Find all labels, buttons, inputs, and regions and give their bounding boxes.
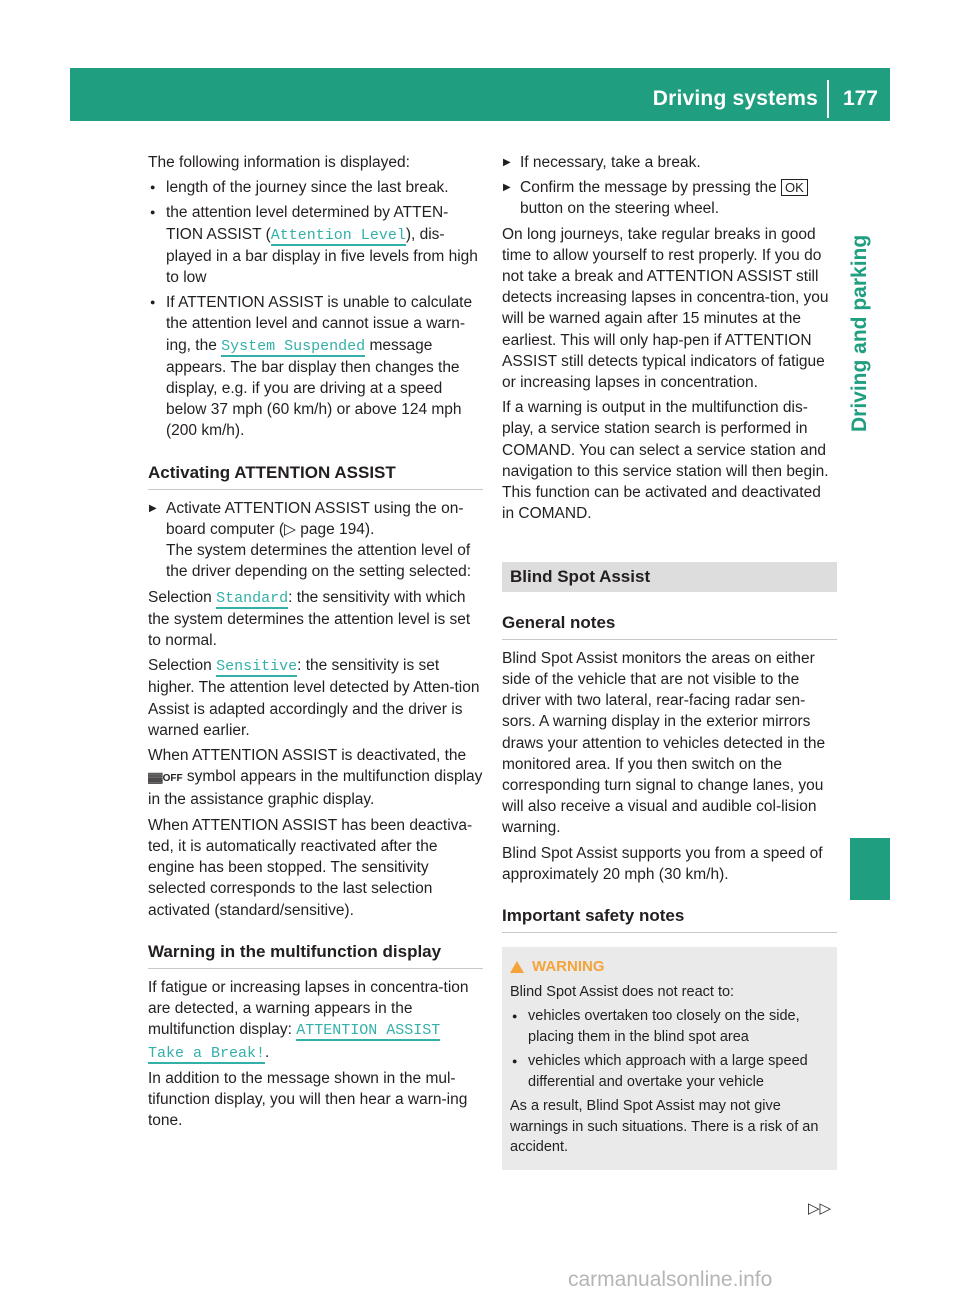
paragraph: If a warning is output in the multifunction dis-play, a service station search is performed in COMAND. You can select a service station and navigation to this service station will then begin. This function can be activated and deactivated in COMAND. bbox=[502, 399, 829, 523]
action-step: ▶ Confirm the message by pressing the OK button on the steering wheel. bbox=[502, 177, 837, 219]
action-step: ▶ Activate ATTENTION ASSIST using the on-board computer (▷ page 194). The system determines the attention level of the driver depending on the setting selected: bbox=[148, 498, 483, 583]
attention-off-icon: ▓▓OFF bbox=[148, 773, 183, 785]
display-message: Sensitive bbox=[216, 658, 298, 676]
header-bar bbox=[70, 68, 890, 121]
paragraph: When ATTENTION ASSIST is deactivated, the ▓▓OFF symbol appears in the multifunction display in the assistance graphic display. bbox=[148, 747, 483, 809]
right-column bbox=[502, 152, 837, 1170]
display-message: Attention Level bbox=[270, 226, 406, 244]
list-item: ● the attention level determined by ATTEN-TION ASSIST (Attention Level), dis-played in a bar display in five levels from high to low bbox=[148, 202, 483, 288]
list-item: ● If ATTENTION ASSIST is unable to calculate the attention level and cannot issue a warn-ing, the System Suspended message appears. The bar display then changes the display, e.g. if you are driving at a speed below 37 mph (60 km/h) or above 124 mph (200 km/h). bbox=[148, 292, 483, 441]
footer-watermark: carmanualsonline.info bbox=[568, 1268, 773, 1291]
warning-intro: Blind Spot Assist does not react to: bbox=[510, 983, 735, 1000]
paragraph: Selection Standard: the sensitivity with which the system determines the attention level is set to normal. bbox=[148, 588, 471, 650]
display-message: Standard bbox=[216, 589, 289, 607]
list-item: ● length of the journey since the last break. bbox=[148, 177, 483, 198]
list-item: ● vehicles which approach with a large speed differential and overtake your vehicle bbox=[510, 1051, 829, 1092]
warning-triangle-icon bbox=[510, 961, 524, 973]
paragraph: If fatigue or increasing lapses in concentra-tion are detected, a warning appears in the multifunction display: ATTENTION ASSIST Take a Break!. bbox=[148, 978, 469, 1062]
side-tab-marker bbox=[850, 838, 890, 900]
paragraph: Selection Sensitive: the sensitivity is set higher. The attention level detected by Atten-tion Assist is adapted accordingly and the driver is warned earlier. bbox=[148, 657, 480, 739]
display-message: ATTENTION ASSIST Take a Break! bbox=[148, 1022, 441, 1062]
warning-box bbox=[502, 947, 837, 1170]
list-item: ● vehicles overtaken too closely on the side, placing them in the blind spot area bbox=[510, 1006, 829, 1047]
paragraph: When ATTENTION ASSIST has been deactiva-ted, it is automatically reactivated after the engine has been stopped. The sensitivity selected corresponds to the last selection activated (standard/sensitive). bbox=[148, 816, 473, 919]
header-divider bbox=[827, 80, 829, 118]
continued-icon: ▷▷ bbox=[808, 1200, 832, 1217]
section-heading: Blind Spot Assist bbox=[502, 562, 837, 591]
left-column bbox=[148, 152, 483, 1135]
display-message: System Suspended bbox=[221, 337, 366, 355]
heading-safety-notes: Important safety notes bbox=[502, 905, 837, 933]
page-number: 177 bbox=[842, 87, 878, 110]
paragraph: In addition to the message shown in the mul-tifunction display, you will then hear a warn-ing tone. bbox=[148, 1069, 468, 1130]
heading-activating: Activating ATTENTION ASSIST bbox=[148, 462, 483, 490]
paragraph: On long journeys, take regular breaks in good time to allow yourself to rest properly. If you do not take a break and ATTENTION ASSIST still detects increasing lapses in concentra-tion, you will be warned again after 15 minutes at the earliest. This will only hap-pen if ATTENTION ASSIST still detects typical indicators of fatigue or increasing lapses in concentration. bbox=[502, 225, 829, 392]
warning-conclusion: As a result, Blind Spot Assist may not give warnings in such situations. There is a risk of an accident. bbox=[510, 1098, 819, 1156]
paragraph: Blind Spot Assist supports you from a speed of approximately 20 mph (30 km/h). bbox=[502, 844, 823, 883]
intro-text: The following information is displayed: bbox=[148, 154, 410, 171]
side-tab-label: Driving and parking bbox=[848, 234, 871, 432]
paragraph: Blind Spot Assist monitors the areas on either side of the vehicle that are not visible to the driver with two lateral, rear-facing radar sen-sors. A warning display in the exterior mirrors draws your attention to vehicles detected in the monitored area. If you then switch on the corresponding turn signal to change lanes, you will also receive a visual and audible col-lision warning. bbox=[502, 649, 826, 837]
section-title: Driving systems bbox=[652, 87, 818, 110]
action-step: ▶ If necessary, take a break. bbox=[502, 152, 837, 173]
heading-general-notes: General notes bbox=[502, 612, 837, 640]
ok-button-icon: OK bbox=[781, 179, 808, 196]
warning-title: WARNING bbox=[532, 958, 605, 976]
heading-warning: Warning in the multifunction display bbox=[148, 941, 483, 969]
